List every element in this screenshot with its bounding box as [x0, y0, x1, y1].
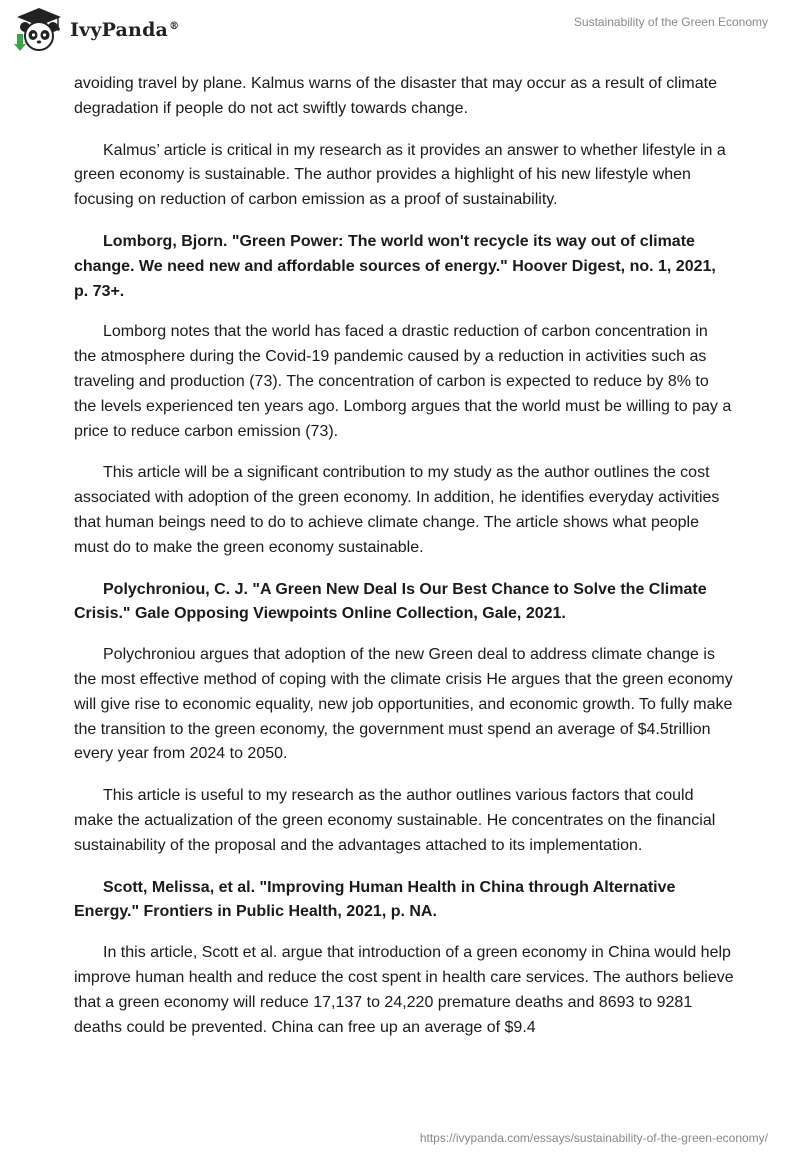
page-header — [0, 0, 800, 70]
paragraph-body: This article is useful to my research as the author outlines various factors that could make the actualization of the green economy sustainable. He concentrates on the financial sustainability of the proposal and the advantages attached to its implementation. — [74, 787, 716, 854]
panda-graduate-icon — [14, 6, 64, 54]
reference-entry: Scott, Melissa, et al. "Improving Human Health in China through Alternative Energy." Frontiers in Public Health, 2021, p. NA. — [74, 878, 676, 921]
paragraph-body: This article will be a significant contribution to my study as the author outlines the cost associated with adoption of the green economy. In addition, he identifies everyday activities that human beings need to do to achieve climate change. The article shows what people must do to make the green economy sustainable. — [74, 464, 720, 556]
paragraph-continuation: avoiding travel by plane. Kalmus warns of the disaster that may occur as a result of climate degradation if people do not act swiftly towards change. — [74, 75, 717, 117]
paragraph-body: Lomborg notes that the world has faced a drastic reduction of carbon concentration in the atmosphere during the Covid-19 pandemic caused by a reduction in activities such as traveling and production (73). The concentration of carbon is expected to reduce by 8% to the levels experienced ten years ago. Lomborg argues that the world must be willing to pay a price to reduce carbon emission (73). — [74, 323, 732, 440]
reference-entry: Lomborg, Bjorn. "Green Power: The world won't recycle its way out of climate change. We need new and affordable sources of energy." Hoover Digest, no. 1, 2021, p. 73+. — [74, 232, 716, 300]
document-title: Sustainability of the Green Economy — [573, 15, 768, 29]
paragraph-body: Polychroniou argues that adoption of the new Green deal to address climate change is the most effective method of coping with the climate crisis He argues that the green economy will give rise to economic equality, new job opportunities, and economic growth. To fully make the transition to the green economy, the government must spend an average of $4.5trillion every year from 2024 to 2050. — [74, 646, 733, 763]
document-body — [74, 72, 734, 1057]
brand-logo[interactable] — [14, 6, 179, 54]
paragraph-body: In this article, Scott et al. argue that introduction of a green economy in China would help improve human health and reduce the cost spent in health care services. The authors believe that a green economy will reduce 17,137 to 24,220 premature deaths and 8693 to 9281 deaths could be prevented. China can free up an average of $9.4 — [74, 944, 734, 1036]
source-url[interactable]: https://ivypanda.com/essays/sustainability-of-the-green-economy/ — [419, 1131, 768, 1145]
paragraph-body: Kalmus’ article is critical in my research as it provides an answer to whether lifestyle in a green economy is sustainable. The author provides a highlight of his new lifestyle when focusing on reduction of carbon emission as a proof of sustainability. — [74, 141, 726, 209]
brand-name: IvyPanda® — [70, 19, 180, 41]
reference-entry: Polychroniou, C. J. "A Green New Deal Is Our Best Chance to Solve the Climate Crisis." Gale Opposing Viewpoints Online Collection, Gale, 2021. — [74, 580, 707, 623]
